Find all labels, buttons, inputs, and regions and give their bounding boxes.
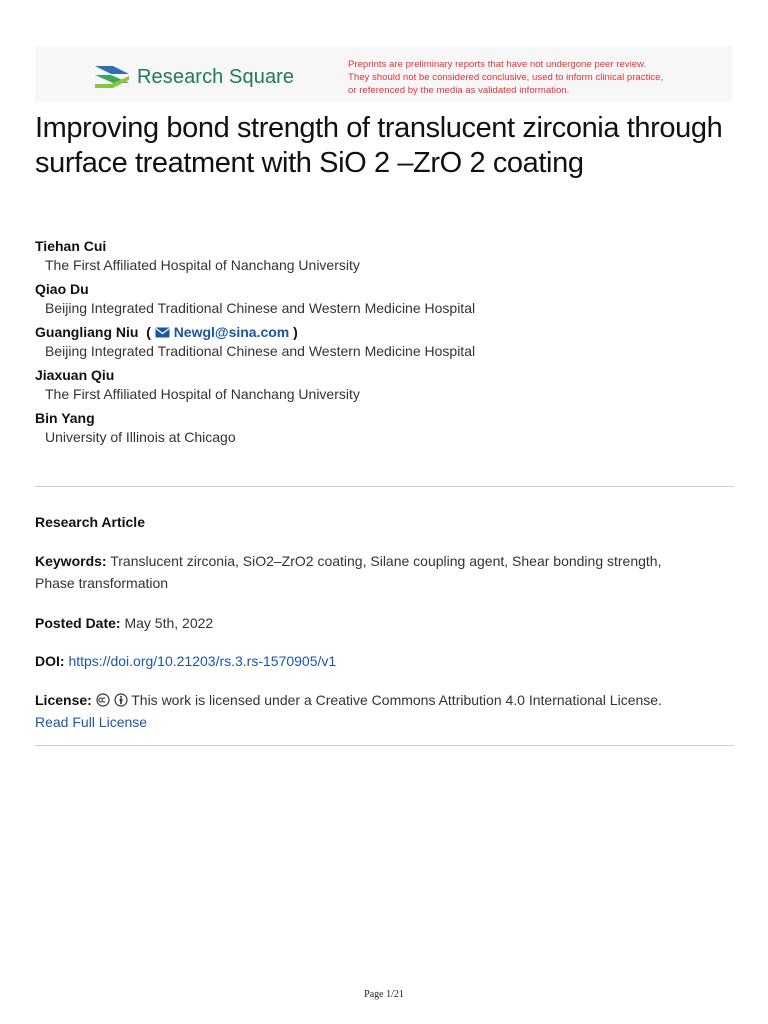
preprint-disclaimer — [348, 58, 718, 97]
author-name: Bin Yang — [35, 410, 95, 426]
research-square-logo[interactable] — [93, 63, 294, 91]
author-affiliation: The First Affiliated Hospital of Nanchang University — [45, 386, 360, 402]
author-affiliation: Beijing Integrated Traditional Chinese and Western Medicine Hospital — [45, 300, 476, 316]
disclaimer-line: Preprints are preliminary reports that have not undergone peer review. — [348, 59, 647, 70]
author-entry — [35, 409, 735, 447]
keywords-label: Keywords: — [35, 553, 107, 569]
author-name: Guangliang Niu — [35, 324, 139, 340]
author-name: Jiaxuan Qiu — [35, 367, 115, 383]
research-square-logo-icon — [93, 62, 131, 92]
author-entry — [35, 366, 735, 404]
keywords-text: Translucent zirconia, SiO2–ZrO2 coating, Silane coupling agent, Shear bonding strength, — [110, 553, 662, 569]
article-type-label: Research Article — [35, 514, 145, 530]
email-open-paren: ( — [142, 324, 151, 340]
email-close-paren: ) — [293, 324, 298, 340]
keywords-text: Phase transformation — [35, 575, 169, 591]
corresponding-author — [35, 323, 735, 341]
author-email-link[interactable] — [155, 324, 293, 340]
logo-text: Research Square — [137, 65, 295, 88]
divider — [35, 486, 734, 487]
author-email: Newgl@sina.com — [173, 324, 290, 340]
page-number: Page 1/21 — [364, 989, 404, 1000]
envelope-icon — [155, 327, 170, 338]
posted-date — [35, 612, 735, 634]
author-list — [35, 237, 735, 452]
attribution-icon — [114, 693, 128, 707]
author-affiliation: Beijing Integrated Traditional Chinese and Western Medicine Hospital — [45, 343, 476, 359]
disclaimer-line: They should not be considered conclusive, used to inform clinical practice, — [348, 72, 664, 83]
keywords — [35, 550, 735, 594]
doi-link[interactable]: https://doi.org/10.21203/rs.3.rs-1570905/v1 — [68, 653, 337, 669]
author-entry — [35, 280, 735, 318]
preprint-header — [35, 46, 732, 102]
posted-date-label: Posted Date: — [35, 615, 121, 631]
license — [35, 689, 735, 733]
author-name: Qiao Du — [35, 281, 89, 297]
disclaimer-line: or referenced by the media as validated information. — [348, 85, 570, 96]
posted-date-value: May 5th, 2022 — [124, 615, 214, 631]
doi — [35, 650, 735, 672]
article-type — [35, 511, 735, 533]
license-label: License: — [35, 692, 92, 708]
read-full-license-link[interactable]: Read Full License — [35, 714, 148, 730]
author-affiliation: University of Illinois at Chicago — [45, 429, 236, 445]
doi-label: DOI: — [35, 653, 65, 669]
paper-title: Improving bond strength of translucent zirconia through surface treatment with SiO 2 –ZrO 2 coating — [35, 112, 723, 179]
author-affiliation: The First Affiliated Hospital of Nanchang University — [45, 257, 360, 273]
license-text: This work is licensed under a Creative Commons Attribution 4.0 International License. — [131, 692, 662, 708]
divider — [35, 745, 734, 746]
creative-commons-icon — [96, 693, 110, 707]
author-name: Tiehan Cui — [35, 238, 107, 254]
author-entry — [35, 237, 735, 275]
author-entry — [35, 323, 735, 361]
